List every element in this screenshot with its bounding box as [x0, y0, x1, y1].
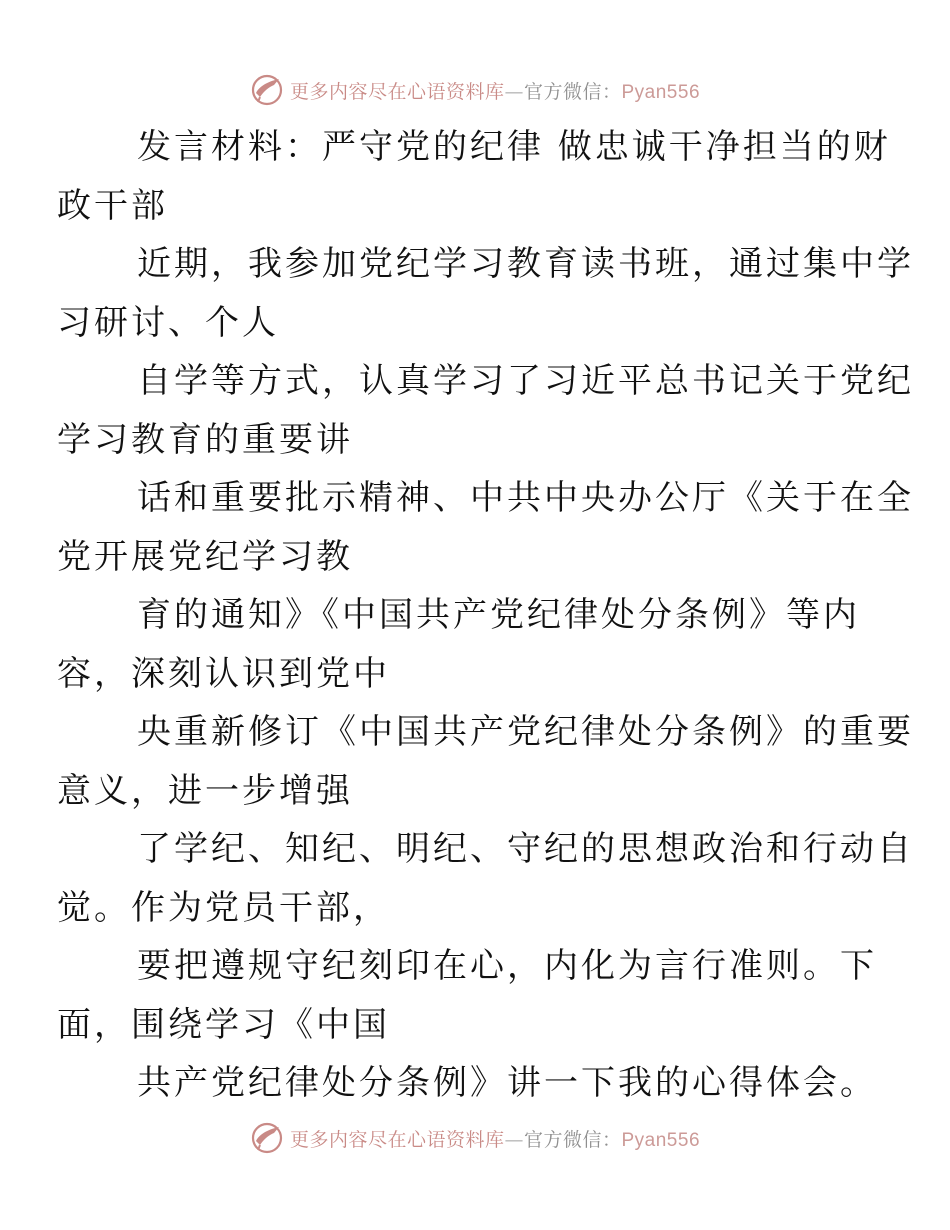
paragraph-line: 要把遵规守纪刻印在心，内化为言行准则。下 [137, 946, 877, 986]
paragraph [97, 1054, 877, 1113]
watermark-dash: — [504, 80, 524, 103]
paragraph-line: 发言材料：严守党的纪律 做忠诚干净担当的财 [137, 127, 891, 167]
document-body [57, 118, 914, 1113]
pen-logo-icon [250, 1121, 284, 1155]
watermark-main: 更多内容尽在心语资料库 [289, 1128, 505, 1151]
paragraph-line: 党开展党纪学习教 [57, 536, 353, 577]
paragraph [57, 586, 860, 703]
paragraph [57, 937, 877, 1054]
paragraph [57, 352, 914, 469]
paragraph-line: 央重新修订《中国共产党纪律处分条例》的重要 [137, 712, 914, 752]
paragraph-line: 话和重要批示精神、中共中央办公厅《关于在全 [137, 478, 914, 518]
watermark-footer [0, 1118, 950, 1158]
paragraph [57, 235, 914, 352]
paragraph [57, 469, 914, 586]
paragraph-line: 面，围绕学习《中国 [57, 1004, 390, 1045]
paragraph [57, 703, 914, 820]
watermark-dash: — [504, 1128, 524, 1151]
paragraph-line: 自学等方式，认真学习了习近平总书记关于党纪 [137, 361, 914, 401]
paragraph-title [57, 118, 891, 235]
watermark-id: Pyan556 [621, 81, 701, 103]
paragraph-line: 意义，进一步增强 [57, 770, 353, 811]
watermark-main: 更多内容尽在心语资料库 [289, 80, 505, 103]
watermark-header [0, 70, 950, 110]
paragraph-line: 觉。作为党员干部， [57, 887, 390, 928]
watermark-sub: 官方微信： [523, 80, 622, 103]
paragraph [57, 820, 914, 937]
paragraph-line: 学习教育的重要讲 [57, 419, 353, 460]
watermark-id: Pyan556 [621, 1129, 701, 1151]
paragraph-line: 容，深刻认识到党中 [57, 653, 390, 694]
pen-logo-icon [250, 73, 284, 107]
paragraph-line: 近期，我参加党纪学习教育读书班，通过集中学 [137, 244, 914, 284]
watermark-text [290, 77, 700, 104]
paragraph-line: 了学纪、知纪、明纪、守纪的思想政治和行动自 [137, 829, 914, 869]
paragraph-line: 政干部 [57, 185, 168, 226]
paragraph-line: 育的通知》《中国共产党纪律处分条例》等内 [137, 595, 860, 635]
watermark-sub: 官方微信： [523, 1128, 622, 1151]
watermark-text [290, 1125, 700, 1152]
paragraph-line: 习研讨、个人 [57, 302, 279, 343]
paragraph-line: 共产党纪律处分条例》讲一下我的心得体会。 [137, 1063, 877, 1103]
